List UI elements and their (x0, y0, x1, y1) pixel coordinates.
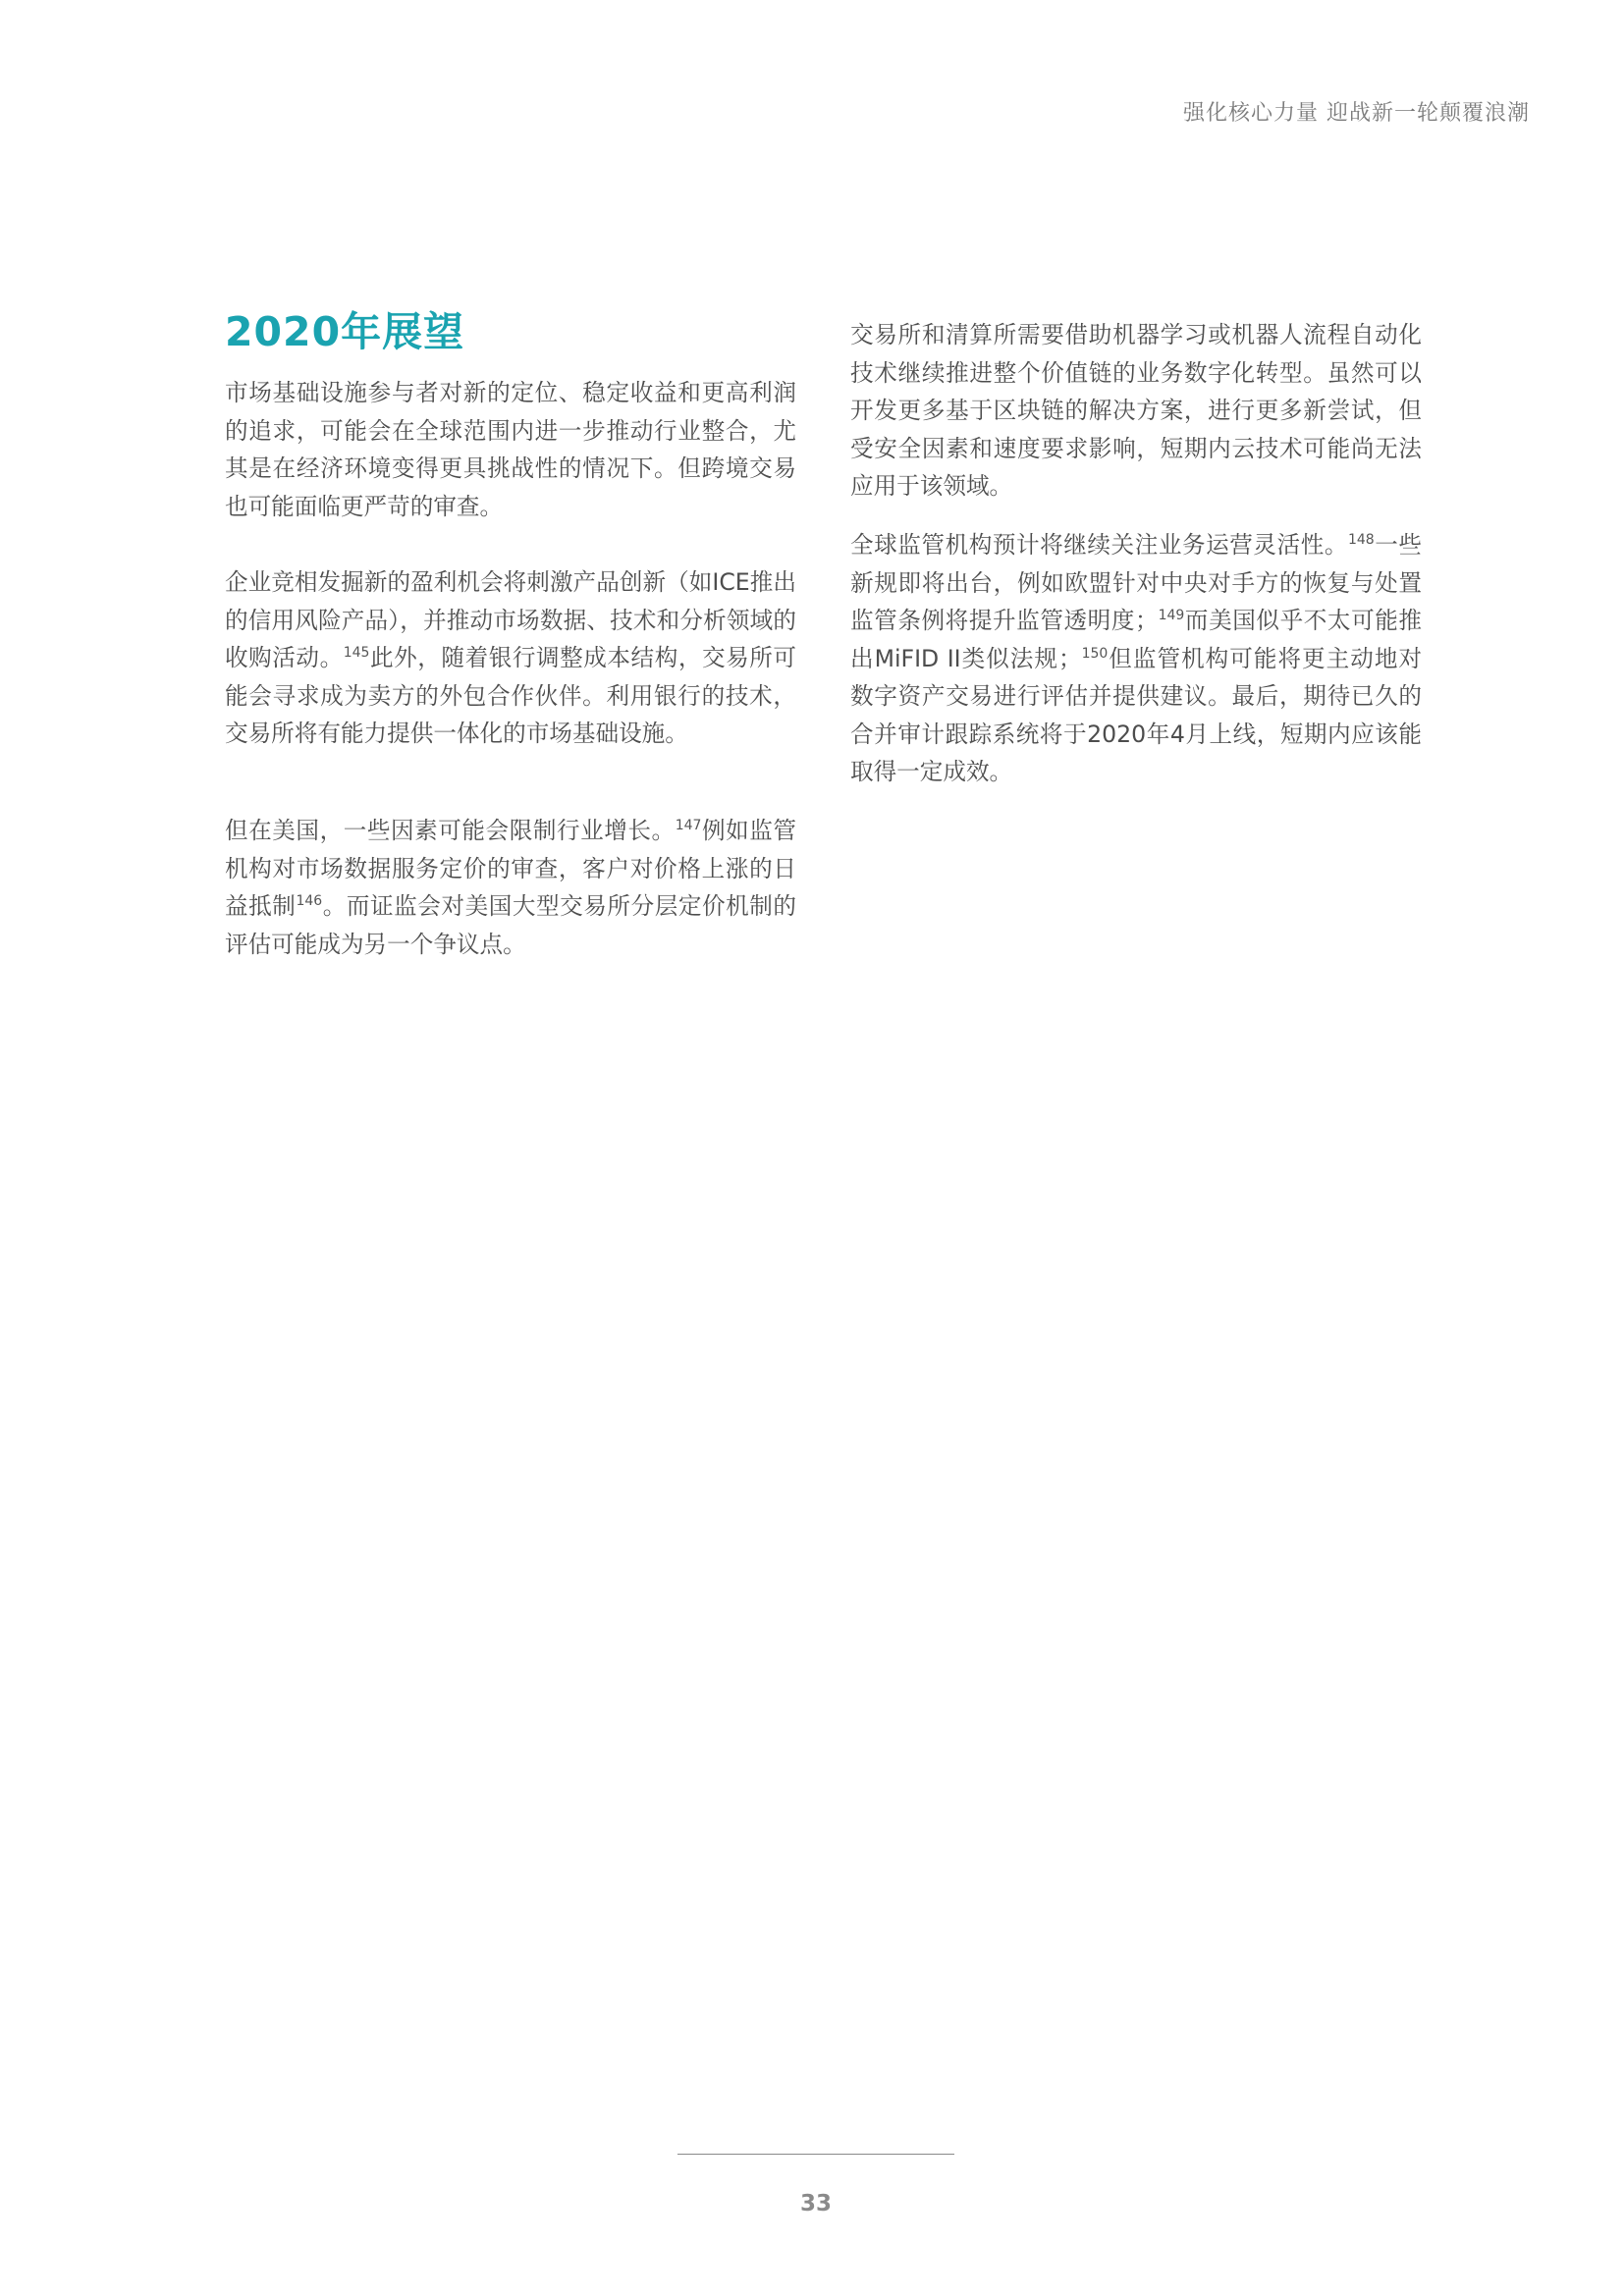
paragraph-digitalization (850, 316, 1422, 506)
paragraph-text: 。而证监会对美国大型交易所分层定价机制的评估可能成为另一个争议点。 (225, 892, 797, 958)
paragraph-text: 但在美国，一些因素可能会限制行业增长。 (225, 817, 676, 844)
paragraph-text: 此外，随着银行调整成本结构，交易所可能会寻求成为卖方的外包合作伙伴。利用银行的技术，交易所将有能力提供一体化的市场基础设施。 (225, 644, 797, 747)
paragraph-text: 一些新规即将出台，例如欧盟针对中央对手方的恢复与处置监管条例将提升监管透明度； (850, 531, 1423, 634)
footnote-ref[interactable]: 145 (343, 645, 370, 662)
footnote-ref[interactable]: 146 (296, 893, 323, 910)
section-title: 2020年展望 (225, 308, 465, 355)
footnote-ref[interactable]: 150 (1081, 645, 1109, 662)
paragraph-text: 全球监管机构预计将继续关注业务运营灵活性。 (850, 531, 1348, 559)
running-header: 强化核心力量 迎战新一轮颠覆浪潮 (1183, 101, 1530, 126)
page-number: 33 (799, 2191, 832, 2216)
paragraph-consolidation (225, 374, 796, 525)
paragraph-text: 企业竞相发掘新的盈利机会将刺激产品创新（如ICE推出的信用风险产品），并推动市场数据、技术和分析领域的收购活动。 (225, 568, 796, 671)
paragraph-text: 但监管机构可能将更主动地对数字资产交易进行评估并提供建议。最后，期待已久的合并审计跟踪系统将于2020年4月上线，短期内应该能取得一定成效。 (850, 644, 1422, 785)
footnote-ref[interactable]: 147 (675, 818, 702, 834)
paragraph-us-factors (225, 812, 796, 963)
paragraph-regulation (850, 526, 1422, 791)
paragraph-text: 例如监管机构对市场数据服务定价的审查，客户对价格上涨的日益抵制 (225, 817, 797, 920)
paragraph-innovation (225, 563, 796, 753)
paragraph-text: 交易所和清算所需要借助机器学习或机器人流程自动化技术继续推进整个价值链的业务数字化转型。虽然可以开发更多基于区块链的解决方案，进行更多新尝试，但受安全因素和速度要求影响，短期内云技术可能尚无法应用于该领域。 (850, 321, 1422, 500)
paragraph-text: 而美国似乎不太可能推出MiFID II类似法规； (850, 607, 1423, 672)
footer-divider (677, 2154, 954, 2155)
footnote-ref[interactable]: 149 (1158, 608, 1185, 624)
paragraph-text: 市场基础设施参与者对新的定位、稳定收益和更高利润的追求，可能会在全球范围内进一步推动行业整合，尤其是在经济环境变得更具挑战性的情况下。但跨境交易也可能面临更严苛的审查。 (225, 379, 796, 520)
footnote-ref[interactable]: 148 (1347, 532, 1375, 549)
